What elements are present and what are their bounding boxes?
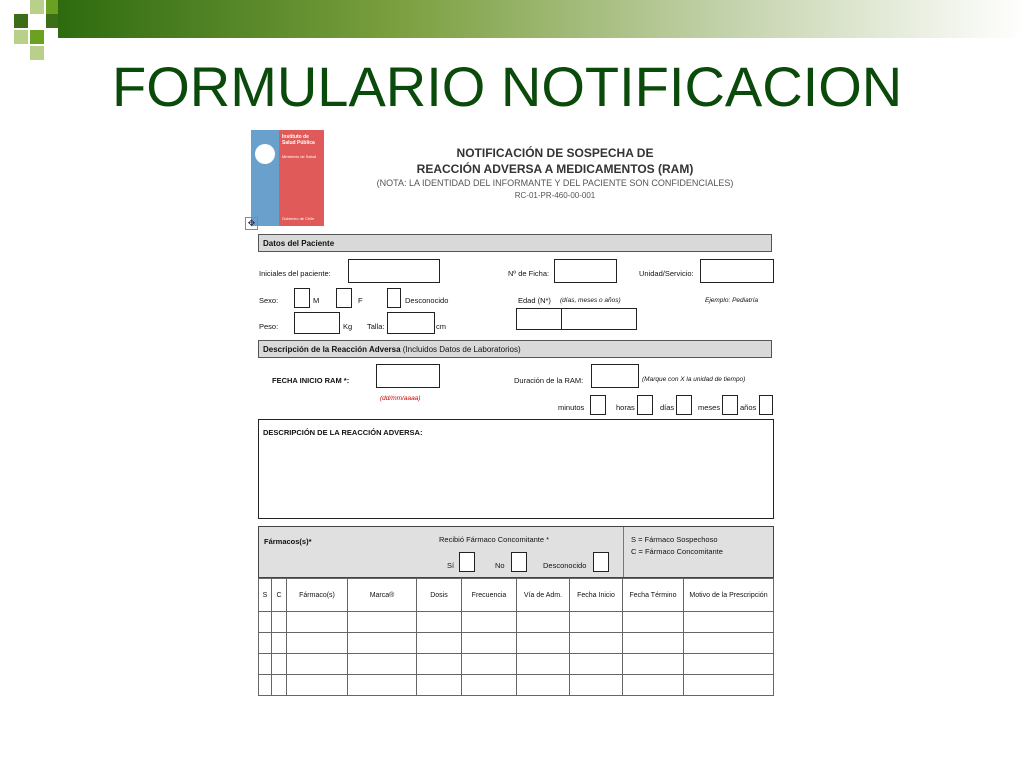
hours-checkbox[interactable]	[637, 395, 653, 415]
months-label: meses	[698, 403, 721, 412]
crest-icon	[255, 144, 275, 164]
logo-institute: Instituto de Salud Pública	[282, 134, 315, 146]
weight-unit: Kg	[343, 322, 353, 331]
age-unit-field[interactable]	[561, 308, 637, 330]
concomitant-no-label: No	[495, 561, 505, 570]
table-row	[259, 633, 774, 654]
table-row	[259, 675, 774, 696]
table-row	[259, 612, 774, 633]
minutes-checkbox[interactable]	[590, 395, 606, 415]
file-label: Nº de Ficha:	[508, 269, 550, 278]
section-drugs	[258, 526, 774, 578]
start-date-label: FECHA INICIO RAM *:	[272, 376, 350, 385]
form-title-line1: NOTIFICACIÓN DE SOSPECHA DE	[456, 146, 654, 160]
days-label: días	[660, 403, 675, 412]
form-document	[240, 120, 800, 698]
logo-ministry: Ministerio de Salud	[282, 154, 317, 159]
sex-f-checkbox[interactable]	[336, 288, 352, 308]
age-example: Ejemplo: Pediatría	[705, 297, 759, 304]
concomitant-unknown-checkbox[interactable]	[593, 552, 609, 572]
duration-hint: (Marque con X la unidad de tiempo)	[642, 376, 746, 383]
col-frequency: Frecuencia	[462, 579, 517, 612]
days-checkbox[interactable]	[676, 395, 692, 415]
section-reaction: Descripción de la Reacción Adversa (Incluidos Datos de Laboratorios)	[258, 340, 772, 358]
sex-m-checkbox[interactable]	[294, 288, 310, 308]
reaction-description-area[interactable]	[258, 419, 774, 519]
hours-label: horas	[616, 403, 635, 412]
move-handle-icon[interactable]: ✥	[245, 217, 258, 230]
minutes-label: minutos	[558, 403, 585, 412]
drugs-table	[258, 578, 774, 696]
col-start-date: Fecha Inicio	[570, 579, 623, 612]
col-reason: Motivo de la Prescripción	[684, 579, 774, 612]
col-dose: Dosis	[417, 579, 462, 612]
concomitant-unknown-label: Desconocido	[543, 561, 587, 570]
months-checkbox[interactable]	[722, 395, 738, 415]
sex-f-label: F	[358, 296, 363, 305]
deco-square	[14, 30, 28, 44]
sex-unknown-checkbox[interactable]	[387, 288, 401, 308]
logo-government: Gobierno de Chile	[282, 216, 315, 221]
sex-m-label: M	[313, 296, 320, 305]
col-route: Vía de Adm.	[517, 579, 570, 612]
col-c: C	[272, 579, 287, 612]
concomitant-no-checkbox[interactable]	[511, 552, 527, 572]
col-drug: Fármaco(s)	[287, 579, 348, 612]
duration-field[interactable]	[591, 364, 639, 388]
height-label: Talla:	[367, 322, 385, 331]
col-s: S	[259, 579, 272, 612]
height-unit: cm	[436, 322, 446, 331]
date-format-hint: (dd/mm/aaaa)	[380, 395, 421, 402]
years-checkbox[interactable]	[759, 395, 773, 415]
deco-square	[14, 14, 28, 28]
col-end-date: Fecha Término	[623, 579, 684, 612]
weight-label: Peso:	[259, 322, 279, 331]
age-label: Edad (N*)	[518, 296, 551, 305]
file-field[interactable]	[554, 259, 617, 283]
start-date-field[interactable]	[376, 364, 440, 388]
height-field[interactable]	[387, 312, 435, 334]
deco-square	[30, 46, 44, 60]
weight-field[interactable]	[294, 312, 340, 334]
form-note: (NOTA: LA IDENTIDAD DEL INFORMANTE Y DEL PACIENTE SON CONFIDENCIALES)	[376, 178, 734, 188]
concomitant-yes-checkbox[interactable]	[459, 552, 475, 572]
description-label: DESCRIPCIÓN DE LA REACCIÓN ADVERSA:	[263, 428, 423, 437]
slide-title: FORMULARIO NOTIFICACION	[112, 55, 903, 118]
deco-square	[30, 0, 44, 14]
legend-suspect: S = Fármaco Sospechoso	[631, 535, 718, 544]
table-row	[259, 654, 774, 675]
concomitant-label: Recibió Fármaco Concomitante *	[439, 535, 550, 544]
legend-concomitant: C = Fármaco Concomitante	[631, 547, 723, 556]
concomitant-yes-label: Sí	[447, 561, 455, 570]
table-header-row	[259, 579, 774, 612]
years-label: años	[740, 403, 757, 412]
initials-label: Iniciales del paciente:	[259, 269, 331, 278]
form-code: RC-01-PR-460-00-001	[514, 191, 596, 200]
sex-unknown-label: Desconocido	[405, 296, 449, 305]
title-banner	[58, 0, 1024, 38]
initials-field[interactable]	[348, 259, 440, 283]
age-number-field[interactable]	[516, 308, 562, 330]
unit-field[interactable]	[700, 259, 774, 283]
form-title-line2: REACCIÓN ADVERSA A MEDICAMENTOS (RAM)	[416, 162, 694, 176]
unit-label: Unidad/Servicio:	[639, 269, 694, 278]
drugs-title: Fármacos(s)*	[264, 537, 312, 546]
col-brand: Marca®	[348, 579, 417, 612]
section-patient: Datos del Paciente	[258, 234, 772, 252]
deco-square	[30, 30, 44, 44]
age-hint: (días, meses o años)	[560, 297, 621, 304]
duration-label: Duración de la RAM:	[514, 376, 584, 385]
sex-label: Sexo:	[259, 296, 279, 305]
